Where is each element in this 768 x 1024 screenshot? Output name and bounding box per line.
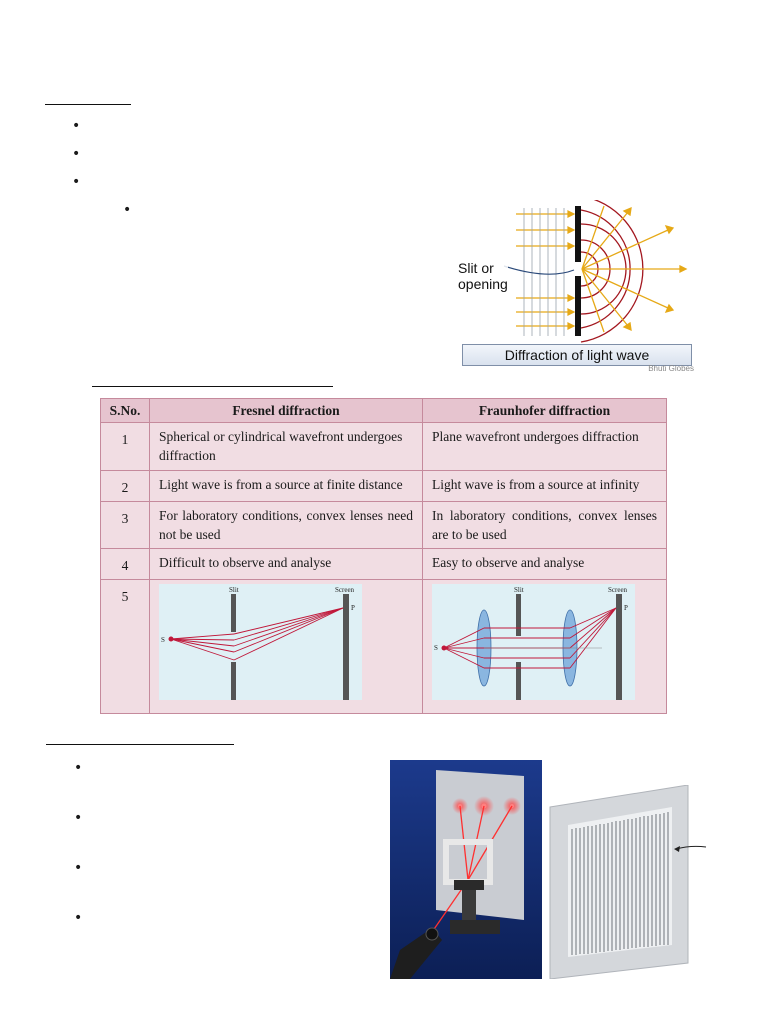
section-heading-rule-3 <box>46 744 234 745</box>
table-header-row <box>101 399 667 423</box>
bullet-marker: • <box>74 810 83 826</box>
fraunhofer-diffraction-diagram <box>432 584 635 700</box>
table-row <box>101 423 667 471</box>
slit-label: Slit <box>229 586 239 594</box>
fraunhofer-diagram-cell <box>423 580 667 714</box>
figure-caption: Diffraction of light wave <box>462 344 692 366</box>
point-p-label: P <box>624 604 628 612</box>
cell-fresnel: Difficult to observe and analyse <box>150 549 423 580</box>
laser-grating-photo <box>390 760 542 979</box>
table-row <box>101 502 667 549</box>
table-row <box>101 549 667 580</box>
bullet-marker: • <box>72 174 81 190</box>
slit-label: Slit or opening <box>458 260 508 292</box>
cell-fresnel: Light wave is from a source at finite distance <box>150 471 423 502</box>
diffraction-grating-photo <box>546 785 712 979</box>
cell-sno: 3 <box>101 502 150 549</box>
bullet-marker: • <box>74 910 83 926</box>
source-label: S <box>161 636 165 644</box>
diffraction-illustration <box>458 200 694 376</box>
header-sno: S.No. <box>101 399 150 423</box>
cell-sno: 1 <box>101 423 150 471</box>
bullet-marker: • <box>72 118 81 134</box>
fresnel-diagram-cell <box>150 580 423 714</box>
bullet-marker: • <box>72 146 81 162</box>
header-fresnel: Fresnel diffraction <box>150 399 423 423</box>
cell-fresnel: For laboratory conditions, convex lenses need not be used <box>150 502 423 549</box>
sub-bullet-marker: • <box>123 202 132 218</box>
bullet-marker: • <box>74 860 83 876</box>
screen-label: Screen <box>335 586 355 594</box>
cell-sno: 5 <box>101 580 150 714</box>
cell-fraunhofer: In laboratory conditions, convex lenses are to be used <box>423 502 667 549</box>
fresnel-fraunhofer-comparison-table <box>100 398 667 714</box>
source-label: S <box>434 644 438 652</box>
cell-sno: 4 <box>101 549 150 580</box>
section-heading-rule-2 <box>92 386 333 387</box>
cell-fresnel: Spherical or cylindrical wavefront undergoes diffraction <box>150 423 423 471</box>
image-credit: Bhuti Globes <box>648 364 694 373</box>
table-row <box>101 471 667 502</box>
incident-wave-arrows <box>516 211 574 329</box>
header-fraunhofer: Fraunhofer diffraction <box>423 399 667 423</box>
screen-label: Screen <box>608 586 628 594</box>
cell-fraunhofer: Easy to observe and analyse <box>423 549 667 580</box>
table-row <box>101 580 667 714</box>
bullet-marker: • <box>74 760 83 776</box>
section-heading-rule-1 <box>45 104 131 105</box>
fresnel-diffraction-diagram <box>159 584 362 700</box>
cell-sno: 2 <box>101 471 150 502</box>
cell-fraunhofer: Light wave is from a source at infinity <box>423 471 667 502</box>
point-p-label: P <box>351 604 355 612</box>
cell-fraunhofer: Plane wavefront undergoes diffraction <box>423 423 667 471</box>
slit-label: Slit <box>514 586 524 594</box>
